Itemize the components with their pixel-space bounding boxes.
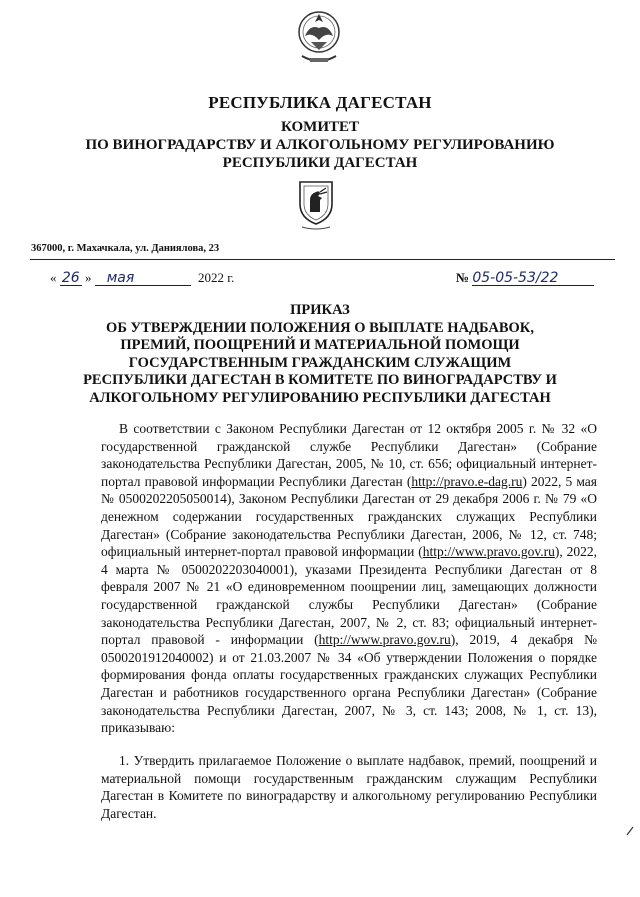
link-pravo-e-dag[interactable]: http://pravo.e-dag.ru bbox=[411, 473, 523, 489]
preamble-paragraph bbox=[101, 420, 597, 737]
address-rule bbox=[30, 259, 615, 260]
link-pravo-gov-1[interactable]: http://www.pravo.gov.ru bbox=[422, 544, 555, 560]
scan-mark bbox=[626, 826, 634, 836]
preamble-text-b: ) 2022, 5 мая № 0500202205050014), Законом Республики Дагестан от 29 декабря 2006 г. № 79 «О денежном содержании государственных гражданских служащих Республики Дагестан» (Собрание законодательства Республики Дагестан, 2006, № 12, ст. 748; официальный интернет-портал правовой информации ( bbox=[101, 473, 597, 560]
number-field bbox=[472, 270, 594, 286]
republic-heading: РЕСПУБЛИКА ДАГЕСТАН bbox=[208, 93, 432, 112]
committee-line-1: КОМИТЕТ bbox=[280, 119, 359, 135]
title-line-3: ГОСУДАРСТВЕННЫМ ГРАЖДАНСКИМ СЛУЖАЩИМ bbox=[128, 354, 512, 371]
date-open-quote: « bbox=[50, 270, 57, 285]
order-date bbox=[50, 270, 234, 286]
committee-line-2: ПО ВИНОГРАДАРСТВУ И АЛКОГОЛЬНОМУ РЕГУЛИРОВАНИЮ bbox=[85, 137, 555, 153]
date-month-field bbox=[95, 270, 191, 286]
number-value: 05-05-53/22 bbox=[472, 270, 559, 286]
committee-heading bbox=[0, 118, 640, 172]
date-year: 2022 г. bbox=[198, 270, 235, 285]
committee-line-3: РЕСПУБЛИКИ ДАГЕСТАН bbox=[222, 155, 418, 171]
date-month: мая bbox=[106, 270, 135, 286]
order-number bbox=[456, 270, 594, 286]
order-title bbox=[0, 302, 640, 408]
preamble-text-d: ), 2019, 4 декабря № 0500201912040002) и от 21.03.2007 № 34 «Об утверждении Положения о порядке формирования фонда оплаты государственных гражданских служащих Республики Дагестан и работников государственного органа Республики Дагестан» (Собрание законодательства Республики Дагестан, 2007, № 3, ст. 143; 2008, № 1, ст. 13), приказываю: bbox=[101, 632, 597, 736]
date-day-field bbox=[60, 270, 82, 286]
number-prefix: № bbox=[456, 270, 470, 285]
committee-shield-emblem-icon bbox=[296, 178, 336, 230]
title-line-5: АЛКОГОЛЬНОМУ РЕГУЛИРОВАНИЮ РЕСПУБЛИКИ ДАГЕСТАН bbox=[89, 389, 551, 406]
clause-1-paragraph: 1. Утвердить прилагаемое Положение о выплате надбавок, премий, поощрений и материальной помощи государственным гражданским служащим Республики Дагестан в Комитете по виноградарству и алкогольному регулированию Республики Дагестан. bbox=[101, 753, 597, 821]
title-line-1: ОБ УТВЕРЖДЕНИИ ПОЛОЖЕНИЯ О ВЫПЛАТЕ НАДБАВОК, bbox=[106, 319, 534, 336]
preamble-text-a: В соответствии с Законом Республики Дагестан от 12 октября 2005 г. № 32 «О государственной гражданской службе Республики Дагестан» (Собрание законодательства Республики Дагестан, 2005, № 10, ст. 656; официальный интернет-портал правовой информации Республики Дагестан ( bbox=[101, 421, 597, 489]
date-close-quote: » bbox=[85, 270, 92, 285]
date-day: 26 bbox=[61, 270, 80, 286]
title-line-2: ПРЕМИЙ, ПООЩРЕНИЙ И МАТЕРИАЛЬНОЙ ПОМОЩИ bbox=[120, 337, 520, 354]
link-pravo-gov-2[interactable]: http://www.pravo.gov.ru bbox=[318, 632, 451, 648]
preamble-text-c: ), 2022, 4 марта № 0500202203040001), указами Президента Республики Дагестан от 8 февраля 2007 № 21 «О единовременном поощрении лиц, замещающих должности государственной гражданской службы Республики Дагестан» (Собрание законодательства Республики Дагестан, 2007, № 2, ст. 83; официальный интернет-портал правовой - информации ( bbox=[101, 544, 598, 648]
address: 367000, г. Махачкала, ул. Даниялова, 23 bbox=[31, 243, 220, 254]
dagestan-coat-of-arms-icon bbox=[296, 6, 342, 70]
order-type: ПРИКАЗ bbox=[290, 302, 350, 318]
title-line-4: РЕСПУБЛИКИ ДАГЕСТАН В КОМИТЕТЕ ПО ВИНОГРАДАРСТВУ И bbox=[83, 372, 557, 389]
